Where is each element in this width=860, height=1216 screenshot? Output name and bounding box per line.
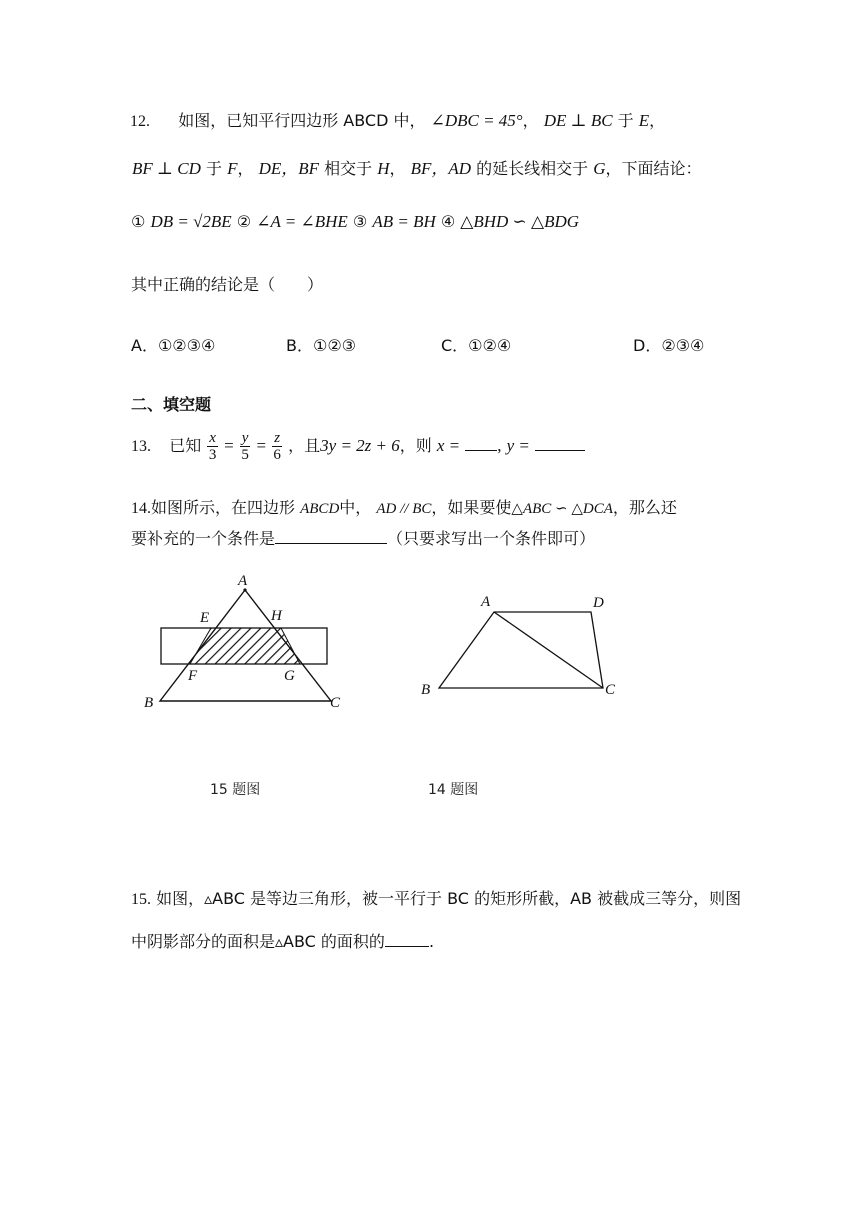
q14-line2 [131,526,595,549]
q12-mark-4: ④ [440,212,456,231]
q13-x-blank[interactable] [465,436,497,451]
label-b: B [421,682,431,698]
q12-sep: ， [389,159,406,178]
q14-text: ，如果要使 [431,498,512,517]
q12-intersect-text: 相交于 [319,159,378,178]
q14-number: 14. [131,500,151,517]
fraction-z-6 [272,430,282,463]
figure-14-caption: 14 题图 [428,782,479,798]
q12-point-g: G [593,159,606,178]
q12-number: 12. [130,113,150,130]
q12-intro: 如图，已知平行四边形 ABCD 中， [178,111,426,130]
q14-text: 如图所示，在四边形 [151,498,296,517]
q15-text: 如图，▵ABC 是等边三角形，被一平行于 BC 的矩形所截，AB 被截成三等分，则图 [156,889,742,908]
q12-conclusion-3: AB = BH [372,212,436,231]
q13-number: 13. [131,438,151,455]
quadrilateral-abcd [439,612,603,688]
q13-y-blank[interactable] [535,436,585,451]
frac-den: 5 [241,447,249,463]
q14-parallel: AD // BC [376,501,432,517]
q13-then: ，则 [399,436,432,455]
q15-text: 中阴影部分的面积是▵ABC 的面积的 [131,932,385,951]
q12-conclusion-2: ∠A = ∠BHE [256,212,348,231]
q12-line2 [132,154,702,179]
frac-num: x [209,430,216,446]
fraction-x-3 [207,430,218,463]
q12-conclusion-4: △BHD ∽ △BDG [460,212,580,231]
q12-perp-de-bc: DE ⊥ BC [543,111,613,130]
q15-number: 15. [131,891,151,908]
diagonal-ac [494,612,603,688]
label-d: D [593,595,604,611]
q12-sep: ， [237,159,254,178]
q12-point-h: H [377,159,390,178]
label-b: B [144,695,154,711]
q12-point-f: F [227,159,238,178]
q12-angle-condition: ∠DBC = 45° [430,111,523,130]
q14-text: 中， [339,498,372,517]
figure-14 [410,585,630,705]
frac-num: y [241,430,249,446]
label-a: A [481,594,491,610]
q14-line1 [131,495,677,518]
equals: = [224,436,234,455]
q12-sep: ， [522,111,539,130]
q12-extension-text: 的延长线相交于 [471,159,594,178]
q12-yu: 于 [612,111,639,130]
shaded-region [190,628,300,664]
q12-ask: 其中正确的结论是（ ） [131,275,324,294]
q12-option-d[interactable]: D．②③④ [633,336,705,355]
figure-15 [130,570,370,720]
label-c: C [605,682,616,698]
q14-quad: ABCD [300,501,340,517]
q15-answer-blank[interactable] [385,932,429,947]
q12-mark-1: ① [131,212,146,231]
q12-conclusions [131,212,579,232]
section-heading: 二、填空题 [131,395,212,414]
figure-15-caption: 15 题图 [210,782,261,798]
q13-pre: 已知 [169,436,202,455]
q12-option-a[interactable]: A．①②③④ [131,336,216,355]
q14-similarity: △ABC ∽ △DCA [511,501,613,517]
q12-option-b[interactable]: B．①②③ [286,336,357,355]
equals: = [256,436,267,455]
label-a: A [238,573,248,589]
q15-line2 [131,929,434,952]
q12-mark-2: ② [236,212,252,231]
frac-den: 3 [208,447,217,463]
q13-condition: 3y = 2z + 6 [320,436,400,455]
frac-den: 6 [273,447,281,463]
q12-line1 [130,108,665,131]
q13-y-label: y = [506,436,530,455]
q13-line [131,430,585,463]
label-f: F [188,668,198,684]
q12-perp-bf-cd: BF ⊥ CD [132,159,201,178]
label-c: C [330,695,341,711]
q12-lines-de-bf: DE，BF [258,159,319,178]
label-e: E [200,610,210,626]
q14-answer-blank[interactable] [275,529,387,544]
q12-sep: ， [649,111,666,130]
q14-text: ，那么还 [612,498,677,517]
q12-mark-3: ③ [352,212,368,231]
q15-period: . [428,932,435,951]
label-g: G [284,668,295,684]
q14-hint: （只要求写出一个条件即可） [387,529,596,548]
q12-yu: 于 [200,159,228,178]
label-h: H [271,608,282,624]
q14-text: 要补充的一个条件是 [131,529,276,548]
q12-point-e: E [638,111,650,130]
q15-line1 [131,886,741,909]
q12-lines-bf-ad: BF，AD [410,159,472,178]
q12-option-c[interactable]: C．①②④ [441,336,512,355]
q13-comma: , [497,436,502,455]
q12-conclusion-lead: ，下面结论： [605,159,702,178]
fraction-y-5 [240,430,251,463]
q13-x-label: x = [436,436,461,455]
q13-and: ，且 [288,436,321,455]
q12-conclusion-1: DB = √2BE [150,212,232,231]
frac-num: z [274,430,281,446]
